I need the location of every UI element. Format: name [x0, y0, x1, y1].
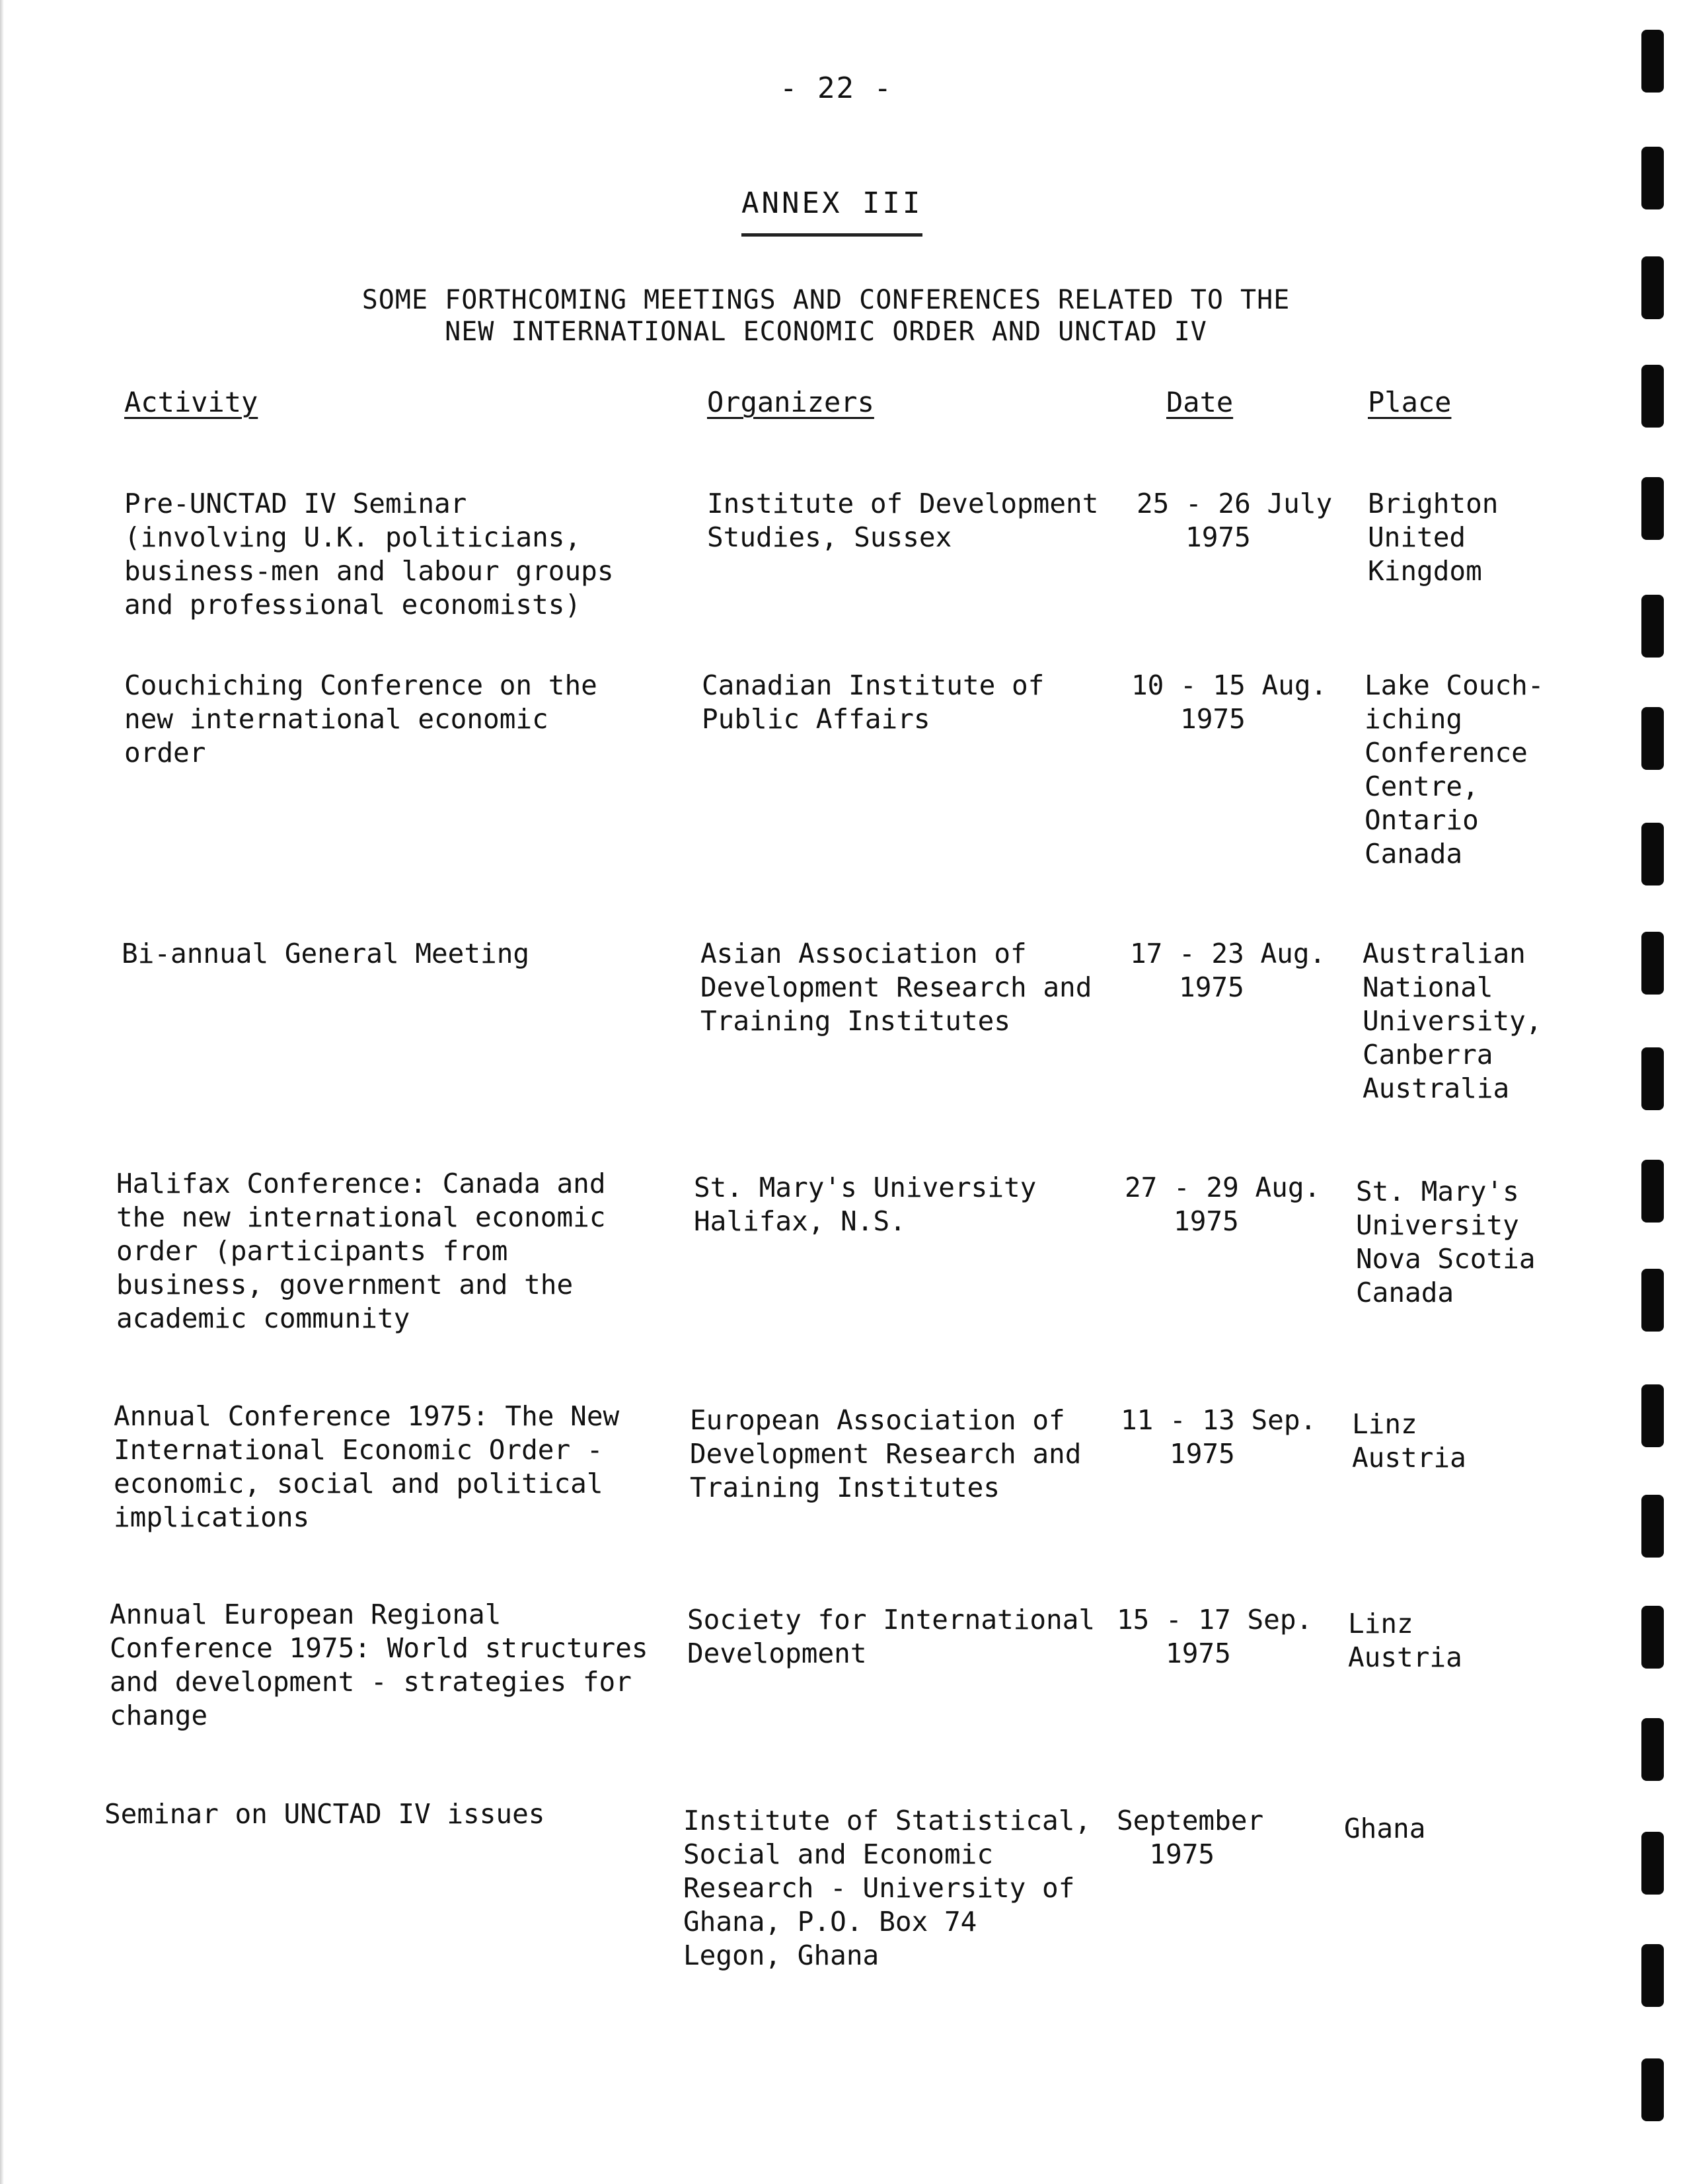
activity-cell: Halifax Conference: Canada and the new international economic order (participants from business, government and the academic community: [116, 1168, 606, 1334]
binding-hole-mark: [1641, 1944, 1664, 2007]
annex-title: ANNEX III: [741, 186, 922, 237]
activity-cell: Bi-annual General Meeting: [122, 938, 530, 969]
column-header-date: Date: [1166, 386, 1234, 418]
document-heading-line-2: NEW INTERNATIONAL ECONOMIC ORDER AND UNCTAD IV: [445, 317, 1207, 347]
organizers-cell: Institute of Development Studies, Sussex: [707, 488, 1099, 553]
binding-hole-mark: [1641, 932, 1664, 995]
document-heading-line-1: SOME FORTHCOMING MEETINGS AND CONFERENCES RELATED TO THE: [361, 285, 1291, 315]
place-cell: Brighton United Kingdom: [1368, 488, 1499, 587]
date-cell: 27 - 29 Aug. 1975: [1125, 1172, 1321, 1237]
column-header-place: Place: [1368, 386, 1452, 418]
place-cell: Ghana: [1344, 1813, 1426, 1844]
binding-hole-mark: [1641, 1160, 1664, 1223]
activity-cell: Annual European Regional Conference 1975: World structures and development - strategies for change: [110, 1599, 648, 1731]
binding-hole-mark: [1641, 1269, 1664, 1332]
activity-cell: Seminar on UNCTAD IV issues: [104, 1798, 545, 1830]
date-cell: 11 - 13 Sep. 1975: [1121, 1404, 1317, 1470]
binding-hole-mark: [1641, 1047, 1664, 1110]
date-cell: September 1975: [1117, 1805, 1264, 1870]
binding-hole-mark: [1641, 1495, 1664, 1558]
binding-marks: [1641, 0, 1668, 2184]
binding-hole-mark: [1641, 256, 1664, 319]
page-number: - 22 -: [780, 71, 893, 105]
document-heading: [198, 284, 1454, 348]
binding-hole-mark: [1641, 823, 1664, 885]
organizers-cell: European Association of Development Research and Training Institutes: [690, 1404, 1082, 1503]
binding-hole-mark: [1641, 30, 1664, 93]
column-header-organizers: Organizers: [707, 386, 874, 418]
binding-hole-mark: [1641, 1718, 1664, 1781]
place-cell: Australian National University, Canberra Australia: [1363, 938, 1542, 1104]
place-cell: Linz Austria: [1352, 1408, 1466, 1474]
binding-hole-mark: [1641, 1606, 1664, 1669]
binding-hole-mark: [1641, 1384, 1664, 1447]
organizers-cell: Society for International Development: [687, 1604, 1096, 1669]
column-header-activity: Activity: [124, 386, 258, 418]
place-cell: St. Mary's University Nova Scotia Canada: [1356, 1176, 1536, 1308]
date-cell: 17 - 23 Aug. 1975: [1130, 938, 1326, 1003]
binding-hole-mark: [1641, 147, 1664, 209]
page-left-edge-shadow: [0, 0, 4, 2184]
binding-hole-mark: [1641, 707, 1664, 770]
organizers-cell: Asian Association of Development Research and Training Institutes: [700, 938, 1092, 1037]
binding-hole-mark: [1641, 595, 1664, 658]
binding-hole-mark: [1641, 1832, 1664, 1895]
binding-hole-mark: [1641, 2058, 1664, 2121]
date-cell: 15 - 17 Sep. 1975: [1117, 1604, 1313, 1669]
organizers-cell: St. Mary's University Halifax, N.S.: [694, 1172, 1037, 1237]
organizers-cell: Institute of Statistical, Social and Economic Research - University of Ghana, P.O. Box 74 Legon, Ghana: [683, 1805, 1092, 1971]
activity-cell: Pre-UNCTAD IV Seminar (involving U.K. politicians, business-men and labour groups and professional economists): [124, 488, 614, 621]
place-cell: Lake Couch- iching Conference Centre, Ontario Canada: [1365, 669, 1544, 870]
activity-cell: Couchiching Conference on the new international economic order: [124, 669, 597, 769]
date-cell: 10 - 15 Aug. 1975: [1131, 669, 1328, 735]
binding-hole-mark: [1641, 365, 1664, 428]
organizers-cell: Canadian Institute of Public Affairs: [702, 669, 1045, 735]
activity-cell: Annual Conference 1975: The New International Economic Order - economic, social and political implications: [114, 1400, 620, 1533]
date-cell: 25 - 26 July 1975: [1137, 488, 1333, 553]
binding-hole-mark: [1641, 477, 1664, 540]
place-cell: Linz Austria: [1348, 1608, 1462, 1673]
